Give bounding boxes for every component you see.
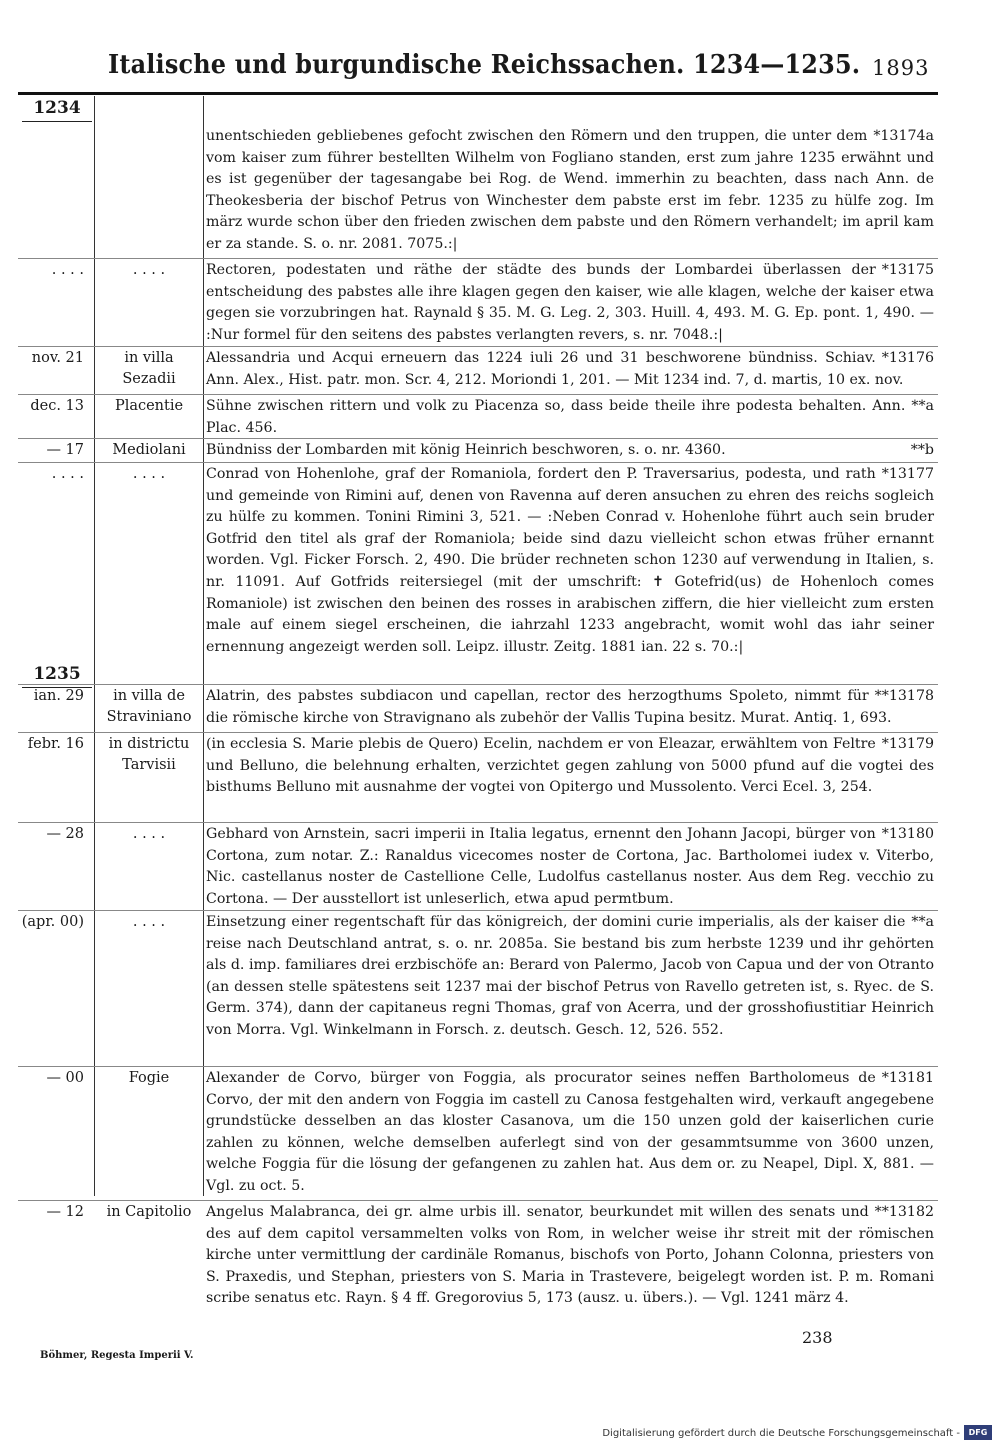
entry-separator	[18, 346, 938, 347]
entry-separator	[18, 822, 938, 823]
entry-place: . . . .	[132, 826, 166, 842]
entry-date: . . . .	[51, 262, 84, 278]
entry-text: *13175 Rectoren, podestaten und räthe der städte des bunds der Lombardei überlassen der entscheidung des pabstes alle ihre klagen gegen den kaiser, wie alle klagen, welche der kaiser etwa gegen sie vorzubringen hat. Raynald § 35. M. G. Leg. 2, 303. Huill. 4, 493. M. G. Ep. pont. 1, 490. — :Nur formel für den seitens des pabstes verlangten revers, s. nr. 7048.:|	[206, 262, 934, 343]
entry-number: *13175	[881, 262, 934, 278]
entry-place: in villa de Straviniano	[106, 688, 192, 725]
entry-number: *13177	[881, 466, 934, 482]
entry-separator	[18, 1066, 938, 1067]
digitization-note: Digitalisierung gefördert durch die Deutsche Forschungsgemeinschaft -	[602, 1428, 960, 1439]
entry-text: **a Einsetzung einer regentschaft für das königreich, der domini curie imperialis, als der kaiser die reise nach Deutschland antrat, s. o. nr. 2085a. Sie bestand bis zum herbste 1239 und ihr gehörten als d. imp. familiares drei erzbischöfe an: Berard von Palermo, Jacob von Capua und der von Otranto (an dessen stelle spätestens seit 1237 mai der bischof Petrus von Ravello getreten ist, s. Ryec. de S. Germ. 374), dann der capitaneus regni Thomas, graf von Acerra, und der grosshofiustitiar Heinrich von Morra. Vgl. Winkelmann in Forsch. z. deutsch. Gesch. 12, 526. 552.	[206, 914, 934, 1038]
entry-separator	[18, 462, 938, 463]
entry-place: Mediolani	[112, 442, 186, 458]
entry-text: **b Bündniss der Lombarden mit könig Heinrich beschworen, s. o. nr. 4360.	[206, 440, 934, 462]
entry-text: *13180 Gebhard von Arnstein, sacri imperii in Italia legatus, ernennt den Johann Jacopi, bürger von Cortona, zum notar. Z.: Ranaldus vicecomes noster de Cortona, Jac. Bartholomei iudex v. Viterbo, Nic. castellanus noster de Castellione Celle, Ludolfus castellanus noster. Aus dem Reg. vecchio zu Cortona. — Der ausstellort ist unleserlich, etwa apud permtbum.	[206, 826, 934, 907]
entry-number: **a	[911, 398, 934, 414]
entry-separator	[18, 438, 938, 439]
header-rule	[18, 92, 938, 95]
entry-place: in Capitolio	[106, 1204, 192, 1220]
entry-place: Fogie	[128, 1070, 170, 1086]
entry-text: **a Sühne zwischen rittern und volk zu Piacenza so, dass beide theile ihre podesta behalten. Ann. Plac. 456.	[206, 398, 934, 436]
entry-number: *13179	[881, 736, 934, 752]
entry-place: . . . .	[132, 262, 166, 278]
entry-separator	[18, 258, 938, 259]
entry-separator	[18, 394, 938, 395]
entry-place: . . . .	[132, 914, 166, 930]
entry-date: (apr. 00)	[21, 914, 84, 930]
dfg-logo-icon: DFG	[964, 1425, 992, 1440]
page-header	[0, 0, 1000, 92]
entry-date: — 00	[46, 1070, 84, 1086]
signature-line: Böhmer, Regesta Imperii V.	[40, 1350, 194, 1361]
entry-number: **13182	[874, 1204, 934, 1220]
entry-separator	[18, 1200, 938, 1201]
entry-number: *13181	[881, 1070, 934, 1086]
year-marker-1234: 1234	[22, 98, 92, 118]
entry-separator	[18, 732, 938, 733]
entry-date: dec. 13	[30, 398, 84, 414]
entry-date: . . . .	[51, 466, 84, 482]
entry-separator	[18, 910, 938, 911]
entry-place: . . . .	[132, 466, 166, 482]
entry-text: **13178 Alatrin, des pabstes subdiacon und capellan, rector des herzogthums Spoleto, nimmt für die römische kirche von Stravignano als zubehör der Vallis Tupina besitz. Murat. Antiq. 1, 693.	[206, 688, 934, 726]
page-number: 1893	[872, 56, 930, 80]
entry-number: **a	[911, 914, 934, 930]
entry-text: *13176 Alessandria und Acqui erneuern das 1224 iuli 26 und 31 beschworene bündniss. Schiav. Ann. Alex., Hist. patr. mon. Scr. 4, 212. Moriondi 1, 201. — Mit 1234 ind. 7, d. martis, 10 ex. nov.	[206, 350, 934, 388]
entry-date: ian. 29	[33, 688, 84, 704]
entry-text: *13181 Alexander de Corvo, bürger von Foggia, als procurator seines neffen Bartholomeus de Corvo, der mit den andern von Foggia im castell zu Canosa festgehalten wird, verkauft angegebene grundstücke desselben an das kloster Casanova, um die 150 unzen gold der kaiserlichen curie zahlen zu können, welche demselben auferlegt sind von der gesammtsumme von 3600 unzen, welche Foggia für die lösung der gefangenen zu zahlen hat. Aus dem or. zu Neapel, Dipl. X, 881. — Vgl. zu oct. 5.	[206, 1070, 934, 1194]
entry-number: *13174a	[873, 128, 934, 144]
entry-date: — 12	[46, 1204, 84, 1220]
entry-text: *13177 Conrad von Hohenlohe, graf der Romaniola, fordert den P. Traversarius, podesta, und rath und gemeinde von Rimini auf, denen von Ravenna auf deren ansuchen zu ehren des reichs sogleich zu hülfe zu kommen. Tonini Rimini 3, 521. — :Neben Conrad v. Hohenlohe führt auch sein bruder Gotfrid den titel als graf der Romaniola; beide sind dazu vielleicht schon etwas früher ernannt worden. Vgl. Ficker Forsch. 2, 490. Die brüder rechneten schon 1230 auf verwendung in Italien, s. nr. 11091. Auf Gotfrids reitersiegel (mit der umschrift: ✝ Gotefrid(us) de Hohenloch comes Romaniole) ist zwischen den beinen des rosses in arabischen ziffern, die hier vielleicht zum ersten male auf einem siegel erscheinen, die iahrzahl 1233 angebracht, womit wohl das iahr seiner ernennung angezeigt werden soll. Leipz. illustr. Zeitg. 1881 ian. 22 s. 70.:|	[206, 466, 934, 655]
entry-number: **13178	[874, 688, 934, 704]
entry-number: **b	[910, 442, 934, 458]
digitization-bar	[0, 1420, 1000, 1446]
entry-text: *13179 (in ecclesia S. Marie plebis de Quero) Ecelin, nachdem er von Eleazar, erwähltem von Feltre und Belluno, die belehnung erhalten, verzichtet gegen zahlung von 5000 pfund auf die vogtei des bisthums Belluno mit ausnahme der vogtei von Opitergo und Mussolento. Verci Ecel. 3, 254.	[206, 736, 934, 796]
page-title: Italische und burgundische Reichssachen. 1234—1235.	[108, 50, 861, 80]
entry-date: — 28	[46, 826, 84, 842]
entry-number: *13176	[881, 350, 934, 366]
entry-number: *13180	[881, 826, 934, 842]
sheet-number: 238	[802, 1328, 833, 1347]
entry-date: nov. 21	[31, 350, 84, 366]
entry-separator	[18, 684, 938, 685]
entry-place: in districtu Tarvisii	[108, 736, 190, 773]
entry-date: febr. 16	[27, 736, 84, 752]
entry-text: **13182 Angelus Malabranca, dei gr. alme urbis ill. senator, beurkundet mit willen des senats und des auf dem capitol versammelten volks von Rom, in welcher weise ihr streit mit der römischen kirche unter vermittlung der cardinäle Romanus, bischofs von Porto, Johann Colonna, priesters von S. Praxedis, und Stephan, priesters von S. Maria in Trastevere, beigelegt worden ist. P. m. Romani scribe senatus etc. Rayn. § 4 ff. Gregorovius 5, 173 (ausz. u. übers.). — Vgl. 1241 märz 4.	[206, 1204, 934, 1307]
column-divider-place	[203, 96, 204, 1196]
entry-place: Placentie	[114, 398, 184, 414]
entry-place: in villa Sezadii	[122, 350, 176, 387]
entry-date: — 17	[46, 442, 84, 458]
year-marker-1235: 1235	[22, 664, 92, 684]
entry-text: *13174a unentschieden gebliebenes gefocht zwischen den Römern und den truppen, die unter dem vom kaiser zum führer bestellten Wilhelm von Fogliano standen, erst zum jahre 1235 erwähnt und es ist gegenüber der tagesangabe bei Rog. de Wend. immerhin zu beachten, dass nach Ann. de Theokesberia der bischof Petrus von Winchester dem pabste erst im febr. 1235 zu hülfe zog. Im märz wurde schon über den frieden zwischen dem pabste und den Römern verhandelt; im april kam er za stande. S. o. nr. 2081. 7075.:|	[206, 128, 934, 252]
column-divider-date	[94, 96, 95, 1196]
